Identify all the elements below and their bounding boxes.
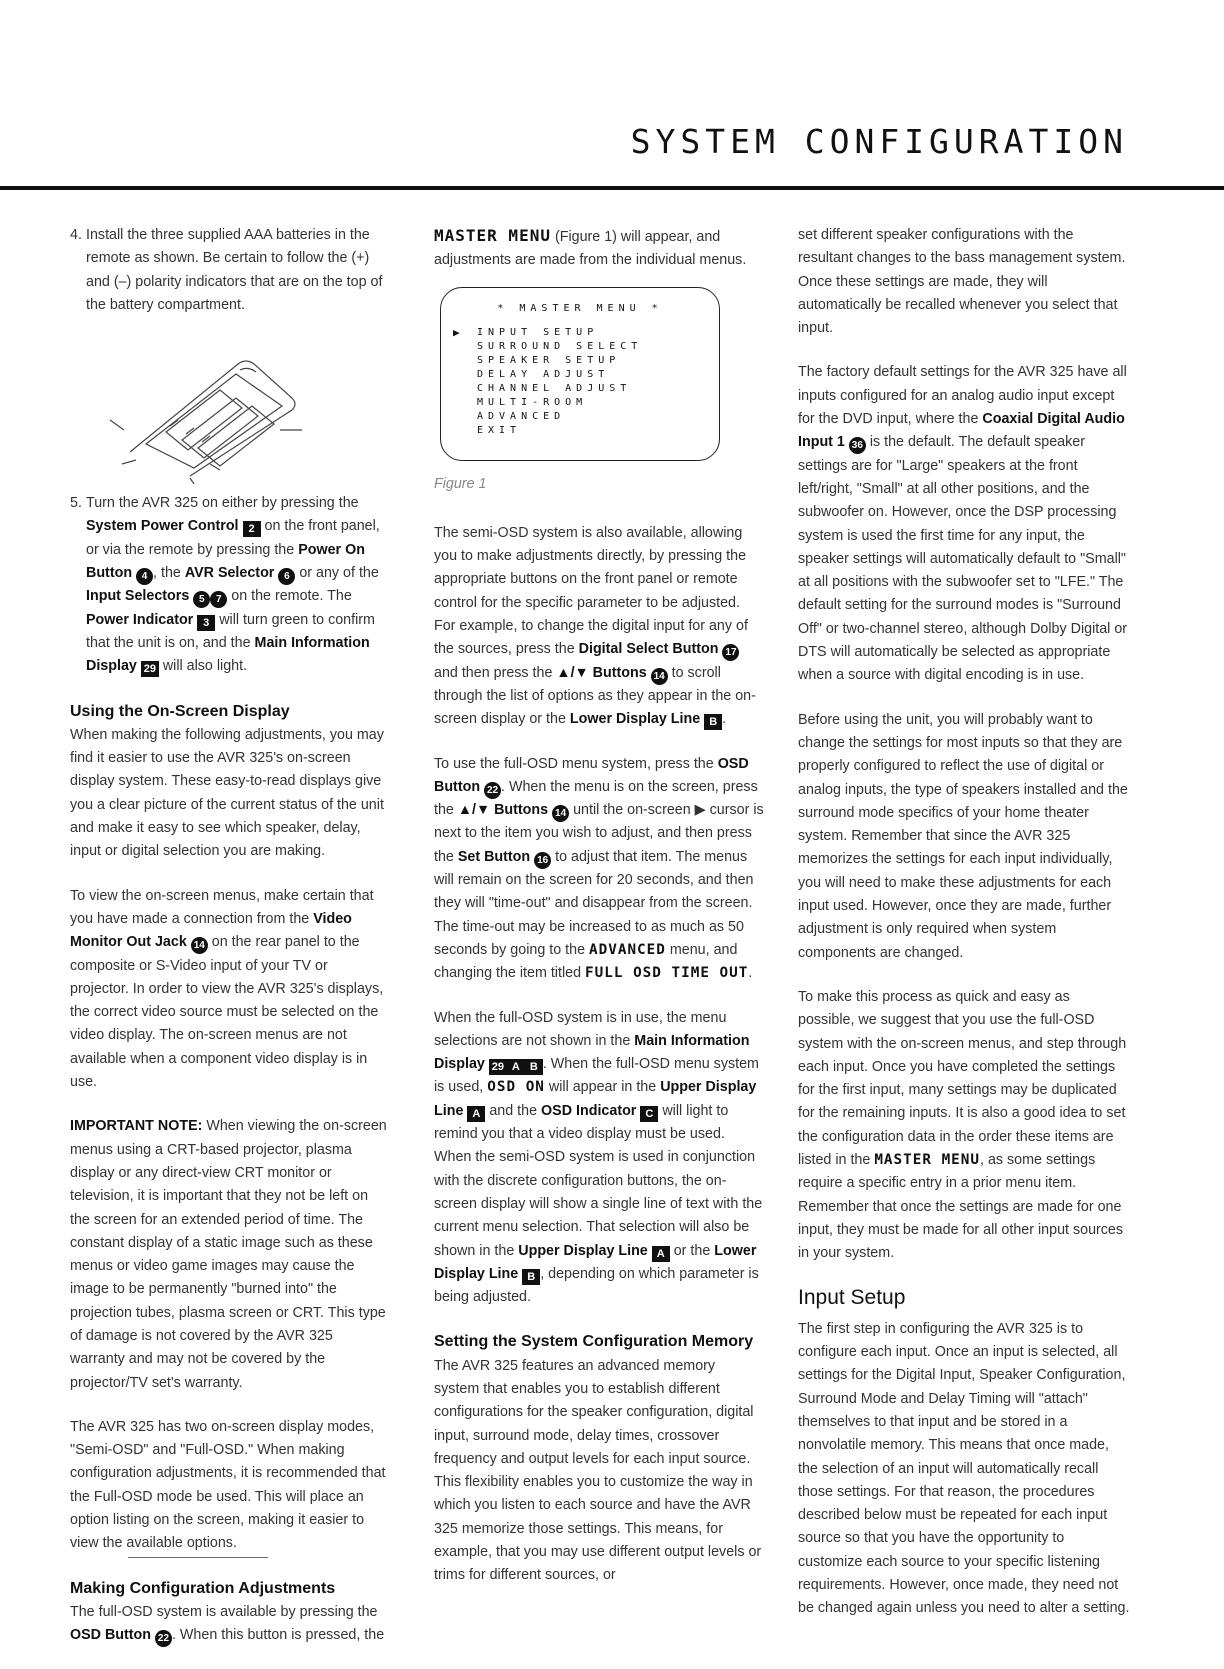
callout-badge: 4 bbox=[136, 568, 153, 585]
callout-badge: C bbox=[640, 1106, 658, 1122]
paragraph: To view the on-screen menus, make certain that you have made a connection from the Video Monitor Out Jack 14 on the rear panel to the composite or S-Video input of your TV or projector. In order to view the AVR 325's displays, the correct video source must be selected on the video display. The on-screen menus are not available when a component video display is in use. bbox=[70, 887, 384, 1091]
callout-badge: A bbox=[467, 1106, 485, 1122]
callout-badge: 17 bbox=[722, 644, 739, 661]
paragraph: MASTER MENU (Figure 1) will appear, and adjustments are made from the individual menus. bbox=[434, 226, 747, 269]
callout-badge: 14 bbox=[651, 668, 668, 685]
menu-item: SURROUND SELECT bbox=[477, 340, 643, 352]
paragraph: The factory default settings for the AVR 325 have all inputs configured for an analog audio input except for the DVD input, where the Coaxial Digital Audio Input 1 36 is the default. The default speaker settings are for "Large" speakers at the front left/right, "Small" at all other positions, and the subwoofer on. However, once the DSP processing system is used the first time for any input, the speaker settings will automatically default to "Small" at all positions with the subwoofer set to "LFE." The default setting for the surround modes is "Surround Off" or two-channel stereo, although Dolby Digital or DTS will automatically be selected as appropriate when a source with digital encoding is in use. bbox=[798, 364, 1128, 684]
heading-input-setup: Input Setup bbox=[798, 1286, 906, 1310]
heading-config-memory: Setting the System Configuration Memory bbox=[434, 1333, 754, 1351]
callout-badge: A bbox=[507, 1059, 525, 1075]
step-5: 5. Turn the AVR 325 on either by pressing the System Power Control 2 on the front panel, or via the remote by pressing the Power On Button 4 , the AVR Selector 6 or any of the Input Selectors 5 7 on the remote. The Power Indicator 3 will turn green to confirm that the unit is on, and the Main Information Display 29 will also light. bbox=[70, 495, 380, 676]
step-4: 4. Install the three supplied AAA batteries in the remote as shown. Be certain to follow the (+) and (–) polarity indicators that are on the top of the battery compartment. bbox=[70, 227, 383, 313]
callout-badge: 29 bbox=[489, 1059, 507, 1075]
callout-badge: 36 bbox=[849, 437, 866, 454]
header-rule bbox=[0, 186, 1224, 190]
cursor-icon: ▶ bbox=[453, 325, 460, 339]
callout-badge: 7 bbox=[210, 591, 227, 608]
footer-link-line bbox=[128, 1557, 268, 1558]
callout-badge: B bbox=[525, 1059, 543, 1075]
menu-item: INPUT SETUP bbox=[477, 326, 599, 338]
paragraph: When the full-OSD system is in use, the menu selections are not shown in the Main Information Display 29 A B . When the full-OSD menu system is used, OSD ON will appear in the Upper Display Line A and the OSD Indicator C will light to remind you that a video display must be used. When the semi-OSD system is used in conjunction with the discrete configuration buttons, the on-screen display will show a single line of text with the current menu selection. That selection will also be shown in the Upper Display Line A or the Lower Display Line B , depending on which parameter is being adjusted. bbox=[434, 1009, 763, 1306]
callout-badge: 29 bbox=[141, 661, 159, 677]
menu-item: DELAY ADJUST bbox=[477, 368, 610, 380]
callout-badge: 22 bbox=[155, 1630, 172, 1647]
callout-badge: 2 bbox=[243, 521, 261, 537]
paragraph: Before using the unit, you will probably want to change the settings for most inputs so that they are properly configured to reflect the use of digital or analog inputs, the type of speakers installed and the surround mode specifics of your home theater system. Remember that since the AVR 325 memorizes the settings for each input individually, you will need to make these adjustments for each input used. However, once they are made, further adjustment is only required when system components are changed. bbox=[798, 711, 1128, 961]
paragraph: The AVR 325 has two on-screen display modes, "Semi-OSD" and "Full-OSD." When making configuration adjustments, it is recommended that the Full-OSD mode be used. This will place an option listing on the screen, making it easier to view the available options. bbox=[70, 1418, 386, 1552]
callout-badge: 14 bbox=[191, 937, 208, 954]
page-title: SYSTEM CONFIGURATION bbox=[630, 122, 1128, 161]
callout-badge: 22 bbox=[484, 782, 501, 799]
callout-badge: 14 bbox=[552, 805, 569, 822]
figure-caption: Figure 1 bbox=[434, 475, 487, 492]
paragraph: set different speaker configurations with the resultant changes to the bass management system. Once these settings are made, they will automatically be recalled whenever you select that input. bbox=[798, 227, 1126, 337]
callout-badge: 3 bbox=[197, 615, 215, 631]
menu-item: SPEAKER SETUP bbox=[477, 354, 621, 366]
master-menu-figure bbox=[440, 287, 720, 461]
menu-item: EXIT bbox=[477, 424, 522, 436]
paragraph: The full-OSD system is available by pressing the OSD Button 22 . When this button is pressed, the bbox=[70, 1601, 388, 1648]
column-3 bbox=[798, 224, 1130, 1642]
column-2 bbox=[434, 224, 764, 1609]
column-1 bbox=[70, 224, 388, 1669]
paragraph: The semi-OSD system is also available, allowing you to make adjustments directly, by pressing the appropriate buttons on the front panel or remote control for the specific parameter to be adjusted. For example, to change the digital input for any of the sources, press the Digital Select Button 17 and then press the ▲/▼ Buttons 14 to scroll through the list of options as they appear in the on-screen display or the Lower Display Line B . bbox=[434, 524, 756, 729]
battery-illustration bbox=[70, 334, 370, 484]
menu-item: MULTI-ROOM bbox=[477, 396, 588, 408]
paragraph: When making the following adjustments, you may find it easier to use the AVR 325's on-screen display system. These easy-to-read displays give you a clear picture of the current status of the unit and make it easy to see which speaker, delay, input or digital selection you are making. bbox=[70, 726, 384, 860]
callout-badge: 6 bbox=[278, 568, 295, 585]
important-note: IMPORTANT NOTE: When viewing the on-screen menus using a CRT-based projector, plasma display or any direct-view CRT monitor or television, it is important that they not be left on the screen for an extended period of time. The constant display of a static image such as these menus or video game images may cause the image to be permanently "burned into" the projection tubes, plasma screen or CRT. This type of damage is not covered by the AVR 325 warranty and may not be covered by the projector/TV set's warranty. bbox=[70, 1118, 387, 1391]
menu-title: * MASTER MENU * bbox=[497, 302, 663, 314]
callout-badge: B bbox=[522, 1269, 540, 1285]
heading-using-osd: Using the On-Screen Display bbox=[70, 702, 290, 720]
callout-badge: 5 bbox=[193, 591, 210, 608]
paragraph: To use the full-OSD menu system, press the OSD Button 22 . When the menu is on the screen, press the ▲/▼ Buttons 14 until the on-screen ▶ cursor is next to the item you wish to adjust, and then press the Set Button 16 to adjust that item. The menus will remain on the screen for 20 seconds, and then they will "time-out" and disappear from the screen. The time-out may be increased to as much as 50 seconds by going to the ADVANCED menu, and changing the item titled FULL OSD TIME OUT. bbox=[434, 755, 764, 982]
callout-badge: A bbox=[652, 1246, 670, 1262]
heading-config-adjustments: Making Configuration Adjustments bbox=[70, 1579, 336, 1597]
callout-badge: B bbox=[704, 714, 722, 730]
paragraph: To make this process as quick and easy as possible, we suggest that you use the full-OSD system with the on-screen menus, and step through each input. Once you have completed the settings for the first input, many settings may be duplicated for the remaining inputs. It is also a good idea to set the configuration data in the order these items are listed in the MASTER MENU, as some settings require a specific entry in a prior menu item. Remember that once the settings are made for one input, they must be made for all other input sources in your system. bbox=[798, 988, 1127, 1262]
paragraph: The first step in configuring the AVR 325 is to configure each input. Once an input is selected, all settings for the Digital Input, Speaker Configuration, Surround Mode and Delay Timing will "attach" themselves to that input and be stored in a nonvolatile memory. This means that once made, the selection of an input will automatically recall those settings. For that reason, the procedures described below must be repeated for each input source so that you have the opportunity to customize each source to your specific listening requirements. However, once made, they need not be changed again unless you need to alter a setting. bbox=[798, 1320, 1130, 1617]
menu-item: ADVANCED bbox=[477, 410, 566, 422]
callout-badge: 16 bbox=[534, 852, 551, 869]
menu-item: CHANNEL ADJUST bbox=[477, 382, 632, 394]
paragraph: The AVR 325 features an advanced memory system that enables you to establish different configurations for the speaker configuration, digital input, surround mode, delay times, crossover frequency and output levels for each input source. This flexibility enables you to customize the way in which you listen to each source and have the AVR 325 memorize those settings. This means, for example, that you may use different output levels or trims for different sources, or bbox=[434, 1357, 762, 1584]
